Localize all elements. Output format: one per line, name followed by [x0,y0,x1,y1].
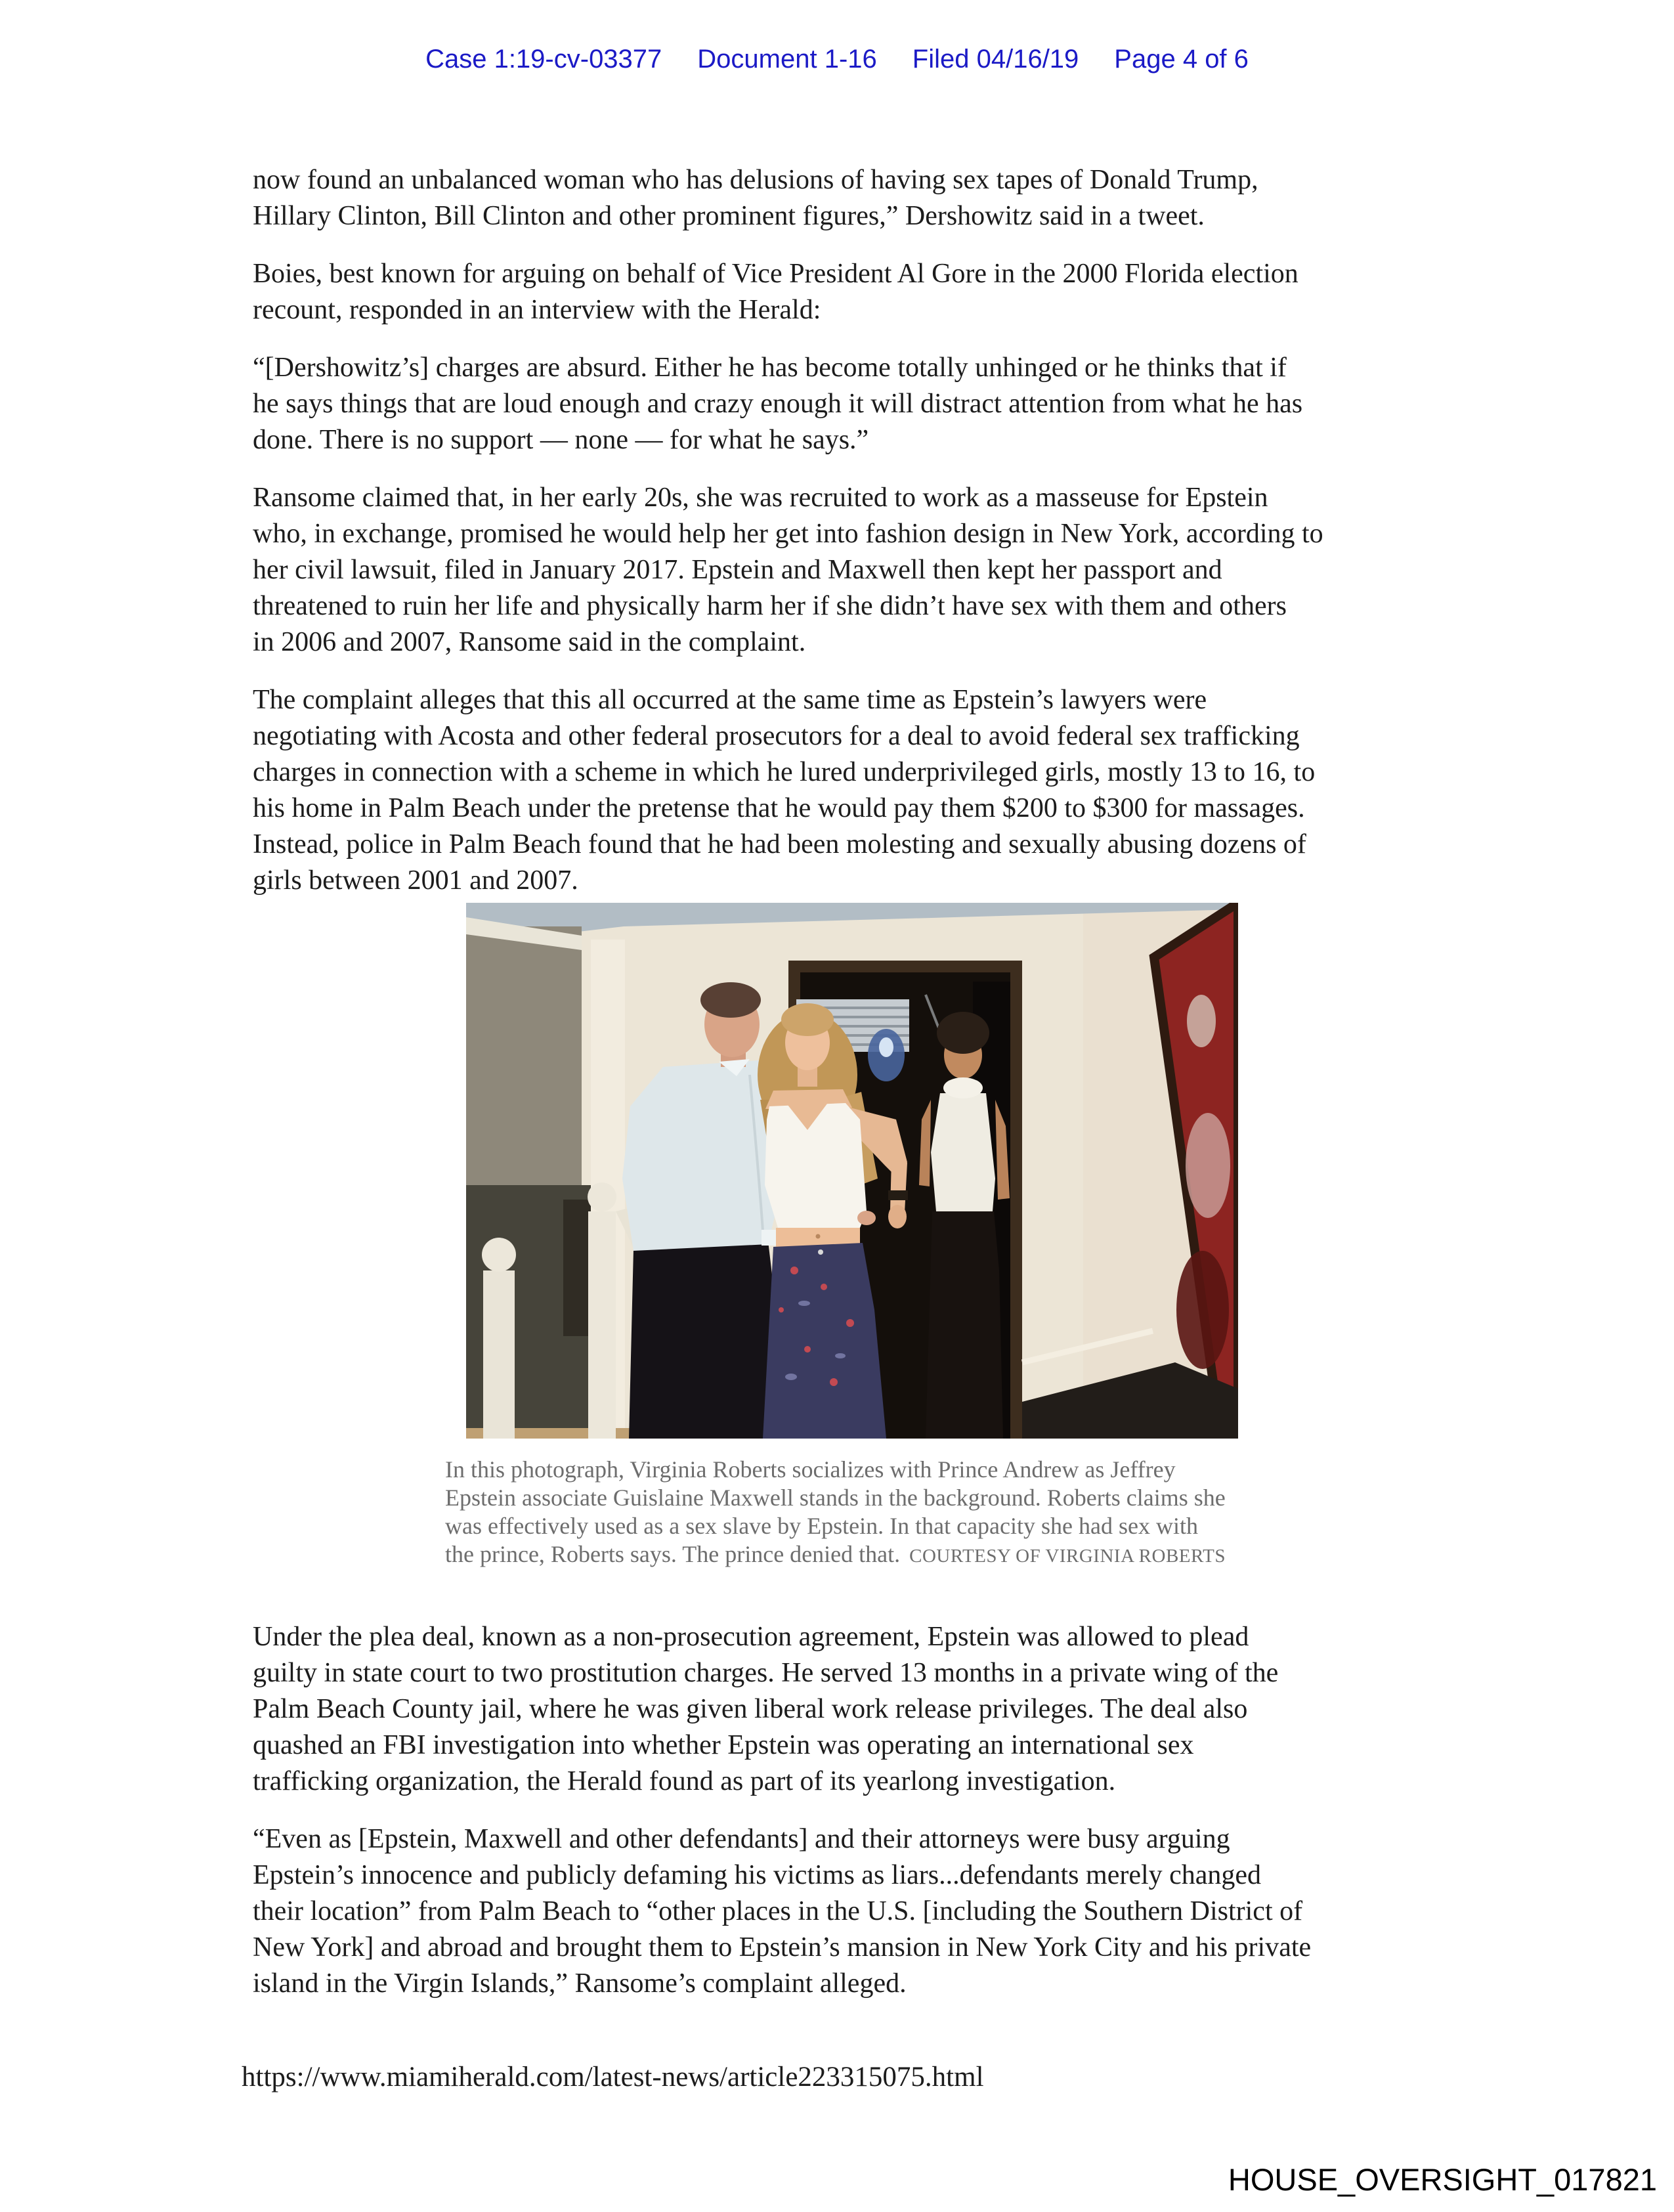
page-number: Page 4 of 6 [1114,45,1249,74]
photo-wristwatch [888,1190,908,1200]
photograph-artwork [466,903,1238,1439]
photo-painting-highlight2 [1187,995,1216,1047]
paragraph: “[Dershowitz’s] charges are absurd. Either he has become totally unhinged or he thinks that if he says things that are loud enough and crazy enough it will distract attention from what he has done. There is no support — none — for what he says.” [253,353,1303,455]
photo-patterned-jeans [763,1243,886,1439]
photo-painting-shadow [1176,1251,1229,1369]
paragraph: Ransome claimed that, in her early 20s, she was recruited to work as a masseuse for Epstein who, in exchange, promised he would help her get into fashion design in New York, according to her civil lawsuit, filed in January 2017. Epstein and Maxwell then kept her passport and threatened to ruin her life and physically harm her if she didn’t have sex with them and others in 2006 and 2007, Ransome said in the complaint. [253,483,1323,657]
bates-number: HOUSE_OVERSIGHT_017821 [1228,2162,1657,2197]
photo-credit: COURTESY OF VIRGINIA ROBERTS [909,1546,1226,1567]
filed-date: Filed 04/16/19 [912,45,1079,74]
paragraph: The complaint alleges that this all occurred at the same time as Epstein’s lawyers were negotiating with Acosta and other federal prosecutors for a deal to avoid federal sex trafficking charges in connection with a scheme in which he lured underprivileged girls, mostly 13 to 16, to his home in Palm Beach under the pretense that he would pay them $200 to $300 for massages. Instead, police in Palm Beach found that he had been molesting and sexually abusing dozens of girls between 2001 and 2007. [253,685,1316,896]
photo-caption-text: In this photograph, Virginia Roberts socializes with Prince Andrew as Jeffrey Epstein associate Guislaine Maxwell stands in the background. Roberts claims she was effectively used as a sex slave by Epstein. In that capacity she had sex with [445,1456,1226,1539]
photo-caption [445,1456,1272,1571]
photo-dark-frame [563,1200,592,1336]
evidence-photograph [445,903,1274,1571]
paragraph: Boies, best known for arguing on behalf of Vice President Al Gore in the 2000 Florida election recount, responded in an interview with the Herald: [253,259,1298,325]
case-number: Case 1:19-cv-03377 [425,45,662,74]
document-number: Document 1-16 [697,45,877,74]
paragraph: “Even as [Epstein, Maxwell and other defendants] and their attorneys were busy arguing Epstein’s innocence and publicly defaming his victims as liars...defendants merely changed their location” from Palm Beach to “other places in the U.S. [including the Southern District of New York] and abroad and brought them to Epstein’s mansion in New York City and his private island in the Virgin Islands,” Ransome’s complaint alleged. [253,1824,1312,1999]
photo-caption-last-line: the prince, Roberts says. The prince denied that. [445,1541,901,1567]
source-url: https://www.miamiherald.com/latest-news/article223315075.html [242,2062,984,2093]
paragraph: now found an unbalanced woman who has delusions of having sex tapes of Donald Trump, Hillary Clinton, Bill Clinton and other prominent figures,” Dershowitz said in a tweet. [253,165,1258,231]
case-header [0,43,1674,75]
article-body [253,162,1500,2024]
photo-painting-highlight [1186,1113,1230,1218]
paragraph: Under the plea deal, known as a non-prosecution agreement, Epstein was allowed to plead guilty in state court to two prostitution charges. He served 13 months in a private wing of the Palm Beach County jail, where he was given liberal work release privileges. The deal also quashed an FBI investigation into whether Epstein was operating an international sex trafficking organization, the Herald found as part of its yearlong investigation. [253,1622,1279,1796]
